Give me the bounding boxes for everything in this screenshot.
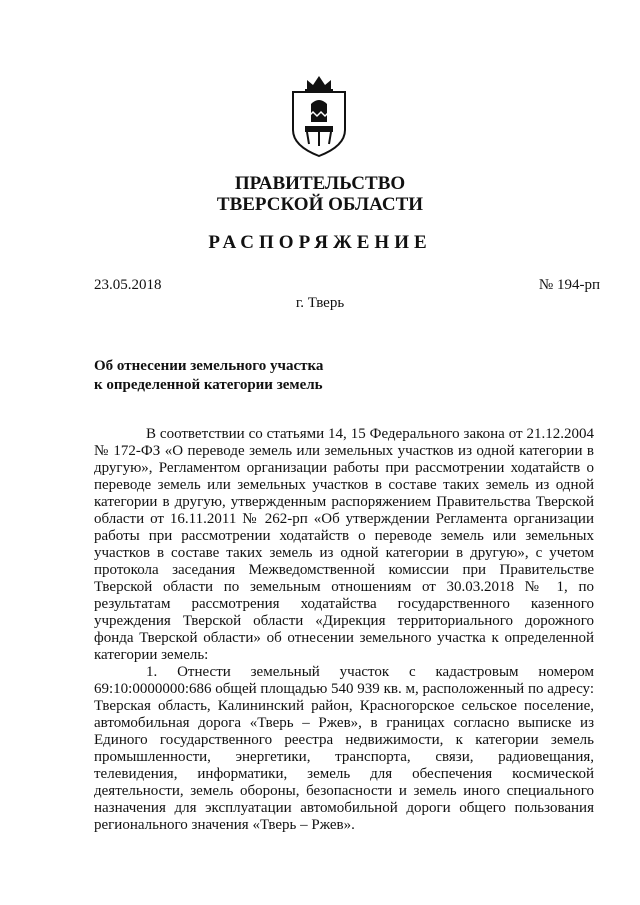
body-paragraph-item1: 1. Отнести земельный участок с кадастровым номером 69:10:0000000:686 общей площадью 540 939 кв. м, расположенный по адресу: Тверская область, Калининский район, Красногорское сельское поселение, автомобильная дорога «Тверь – Ржев», в границах согласно выписке из Единого государственного реестра недвижимости, к категории земель промышленности, энергетики, транспорта, связи, радиовещания, телевидения, информатики, земель для обеспечения космической деятельности, земель обороны, безопасности и земель иного специального назначения для эксплуатации автомобильной дороги общего пользования регионального значения «Тверь – Ржев». — [94, 664, 594, 833]
body-paragraph-preamble: В соответствии со статьями 14, 15 Федерального закона от 21.12.2004 № 172-ФЗ «О переводе земель или земельных участков из одной категории в другую», Регламентом организации работы при рассмотрении ходатайств о переводе земель или земельных участков в составе таких земель из одной категории в другую, утвержденным распоряжением Правительства Тверской области от 16.11.2011 № 262-рп «Об утверждении Регламента организации работы при рассмотрении ходатайств о переводе земель или земельных участков в составе таких земель из одной категории в другую», с учетом протокола заседания Межведомственной комиссии при Правительстве Тверской области по земельным отношениям от 30.03.2018 № 1, по результатам рассмотрения ходатайства государственного казенного учреждения Тверской области «Дирекция территориального дорожного фонда Тверской области» об отнесении земельного участка к определенной категории земель: — [94, 426, 594, 663]
subject-line2: к определенной категории земель — [94, 377, 323, 393]
document-date: 23.05.2018 — [94, 277, 162, 293]
document-city: г. Тверь — [295, 295, 345, 311]
coat-of-arms-icon — [287, 72, 351, 160]
document-subject — [94, 357, 323, 395]
document-type: РАСПОРЯЖЕНИЕ — [208, 232, 432, 253]
document-body — [94, 426, 594, 834]
document-number: № 194-рп — [538, 277, 600, 293]
org-title-line2: ТВЕРСКОЙ ОБЛАСТИ — [216, 194, 424, 215]
org-title-line1: ПРАВИТЕЛЬСТВО — [234, 173, 406, 194]
subject-line1: Об отнесении земельного участка — [94, 358, 324, 374]
